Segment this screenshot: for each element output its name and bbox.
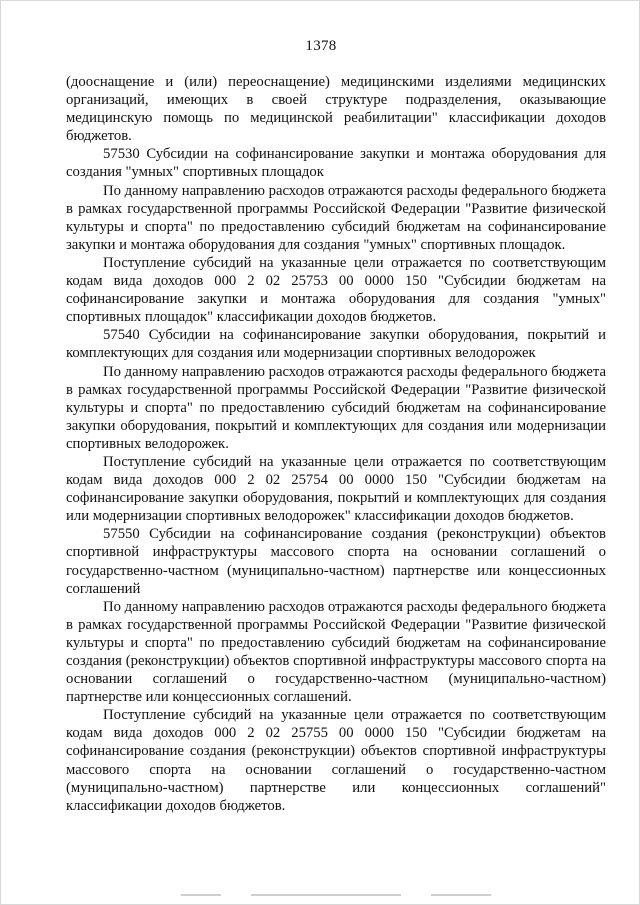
page-number: 1378 bbox=[305, 38, 337, 54]
paragraph-57530-expenses: По данному направлению расходов отражаются расходы федерального бюджета в рамках государственной программы Российской Федерации "Развитие физической культуры и спорта" по предоставлению субсидий бюджетам на софинансирование закупки и монтажа оборудования для создания "умных" спортивных площадок. bbox=[66, 182, 606, 253]
paragraph-57540-expenses: По данному направлению расходов отражаются расходы федерального бюджета в рамках государственной программы Российской Федерации "Развитие физической культуры и спорта" по предоставлению субсидий бюджетам на софинансирование закупки оборудования, покрытий и комплектующих для создания или модернизации спортивных велодорожек. bbox=[66, 363, 606, 452]
heading-57530: 57530 Субсидии на софинансирование закупки и монтажа оборудования для создания "умных" спортивных площадок bbox=[66, 146, 606, 181]
document-body bbox=[66, 73, 606, 815]
paragraph-57550-expenses: По данному направлению расходов отражаются расходы федерального бюджета в рамках государственной программы Российской Федерации "Развитие физической культуры и спорта" по предоставлению субсидий бюджетам на софинансирование создания (реконструкции) объектов спортивной инфраструктуры массового спорта на основании соглашений о государственно-частном (муниципально-частном) партнерстве или концессионных соглашений. bbox=[66, 598, 606, 706]
paragraph-57550-income: Поступление субсидий на указанные цели отражается по соответствующим кодам вида доходов 000 2 02 25755 00 0000 150 "Субсидии бюджетам на софинансирование создания (реконструкции) объектов спортивной инфраструктуры массового спорта на основании соглашений о государственно-частном (муниципально-частном) партнерстве или концессионных соглашений" классификации доходов бюджетов. bbox=[66, 707, 606, 814]
heading-57550: 57550 Субсидии на софинансирование создания (реконструкции) объектов спортивной инфраструктуры массового спорта на основании соглашений о государственно-частном (муниципально-частном) партнерстве или концессионных соглашений bbox=[66, 526, 606, 597]
paragraph-continuation: (дооснащение и (или) переоснащение) медицинскими изделиями медицинских организаций, имеющих в своей структуре подразделения, оказывающие медицинскую помощь по медицинской реабилитации" классификации доходов бюджетов. bbox=[66, 74, 606, 145]
scan-mark bbox=[181, 894, 221, 896]
scan-mark bbox=[251, 894, 401, 896]
scan-mark bbox=[431, 894, 491, 896]
paragraph-57530-income: Поступление субсидий на указанные цели отражается по соответствующим кодам вида доходов 000 2 02 25753 00 0000 150 "Субсидии бюджетам на софинансирование закупки и монтажа оборудования для создания "умных" спортивных площадок" классификации доходов бюджетов. bbox=[66, 254, 606, 326]
heading-57540: 57540 Субсидии на софинансирование закупки оборудования, покрытий и комплектующих для создания или модернизации спортивных велодорожек bbox=[66, 327, 606, 362]
paragraph-57540-income: Поступление субсидий на указанные цели отражается по соответствующим кодам вида доходов 000 2 02 25754 00 0000 150 "Субсидии бюджетам на софинансирование закупки оборудования, покрытий и комплектующих для создания или модернизации спортивных велодорожек" классификации доходов бюджетов. bbox=[66, 453, 606, 525]
scan-edge-marks bbox=[1, 894, 640, 900]
